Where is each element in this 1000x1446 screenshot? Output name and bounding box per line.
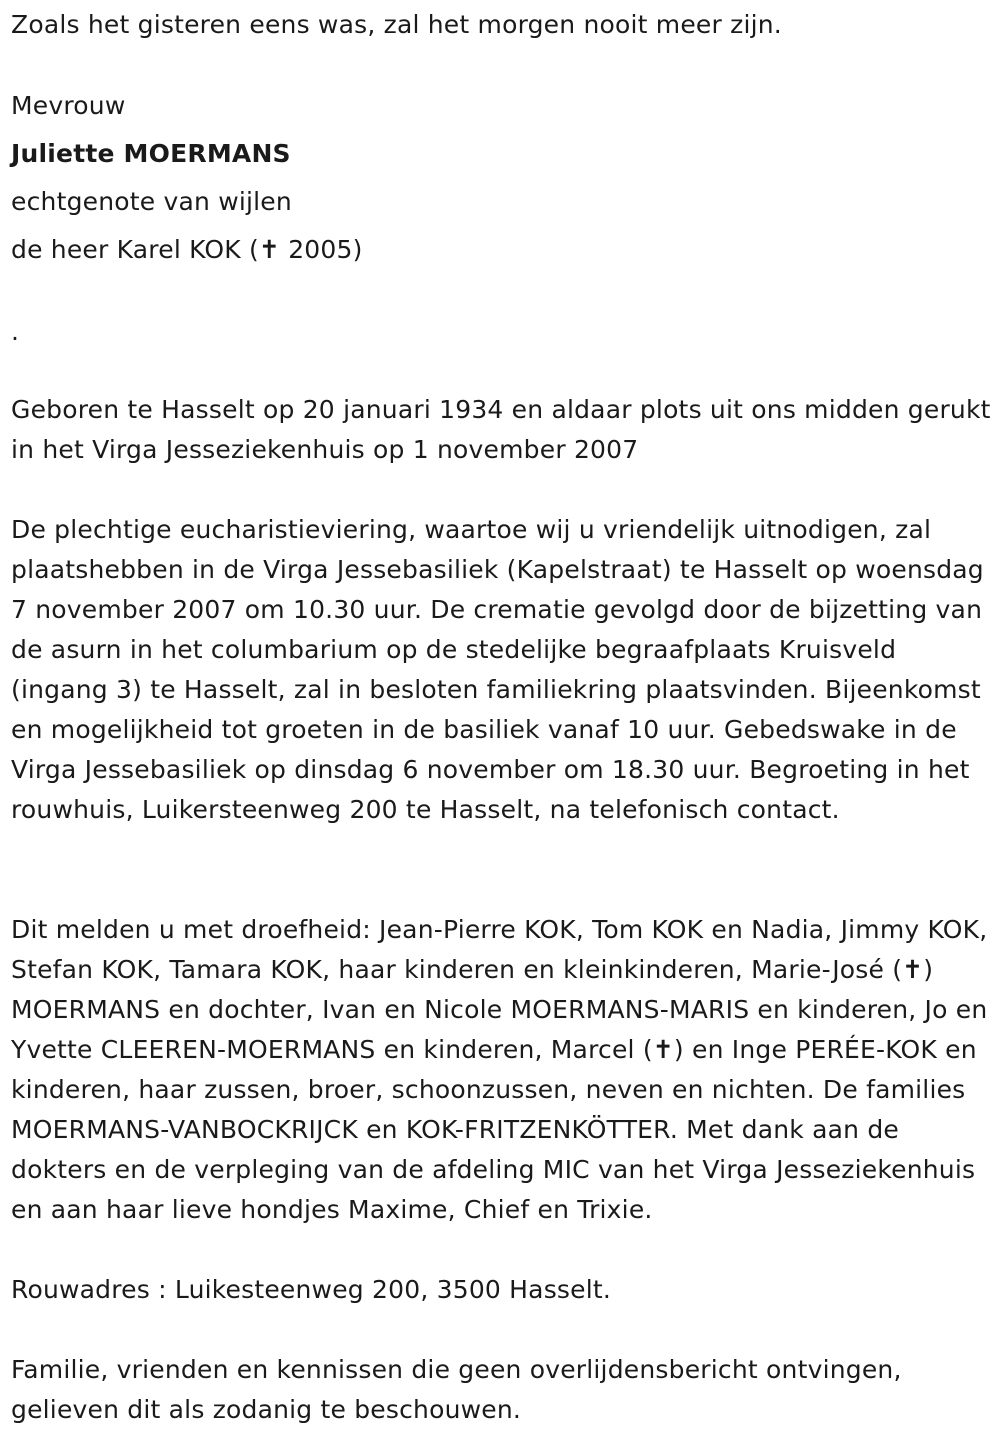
family-paragraph: Dit melden u met droefheid: Jean-Pierre KOK, Tom KOK en Nadia, Jimmy KOK, Stefan KOK, Tamara KOK, haar kinderen en kleinkinderen, Marie-José (✝) MOERMANS en dochter, Ivan en Nicole MOERMANS-MARIS en kinderen, Jo en Yvette CLEEREN-MOERMANS en kinderen, Marcel (✝) en Inge PERÉE-KOK en kinderen, haar zussen, broer, schoonzussen, neven en nichten. De families MOERMANS-VANBOCKRIJCK en KOK-FRITZENKÖTTER. Met dank aan de dokters en de verpleging van de afdeling MIC van het Virga Jesseziekenhuis en aan haar lieve hondjes Maxime, Chief en Trixie. (11, 915, 988, 1224)
salutation: Mevrouw (11, 91, 126, 120)
separator-dot: . (11, 317, 20, 346)
mourning-address: Rouwadres : Luikesteenweg 200, 3500 Hasselt. (11, 1275, 612, 1304)
birth-death-paragraph: Geboren te Hasselt op 20 januari 1934 en aldaar plots uit ons midden gerukt in het Virga Jesseziekenhuis op 1 november 2007 (11, 395, 991, 464)
motto: Zoals het gisteren eens was, zal het morgen nooit meer zijn. (11, 10, 782, 39)
ceremony-paragraph: De plechtige eucharistieviering, waartoe wij u vriendelijk uitnodigen, zal plaatshebben in de Virga Jessebasiliek (Kapelstraat) te Hasselt op woensdag 7 november 2007 om 10.30 uur. De crematie gevolgd door de bijzetting van de asurn in het columbarium op de stedelijke begraafplaats Kruisveld (ingang 3) te Hasselt, zal in besloten familiekring plaatsvinden. Bijeenkomst en mogelijkheid tot groeten in de basiliek vanaf 10 uur. Gebedswake in de Virga Jessebasiliek op dinsdag 6 november om 18.30 uur. Begroeting in het rouwhuis, Luikersteenweg 200 te Hasselt, na telefonisch contact. (11, 515, 984, 824)
closing-paragraph: Familie, vrienden en kennissen die geen overlijdensbericht ontvingen, gelieven dit als zodanig te beschouwen. (11, 1355, 902, 1424)
deceased-name: Juliette MOERMANS (11, 139, 291, 168)
spouse-line-2: de heer Karel KOK (✝ 2005) (11, 235, 363, 264)
spouse-line-1: echtgenote van wijlen (11, 187, 292, 216)
